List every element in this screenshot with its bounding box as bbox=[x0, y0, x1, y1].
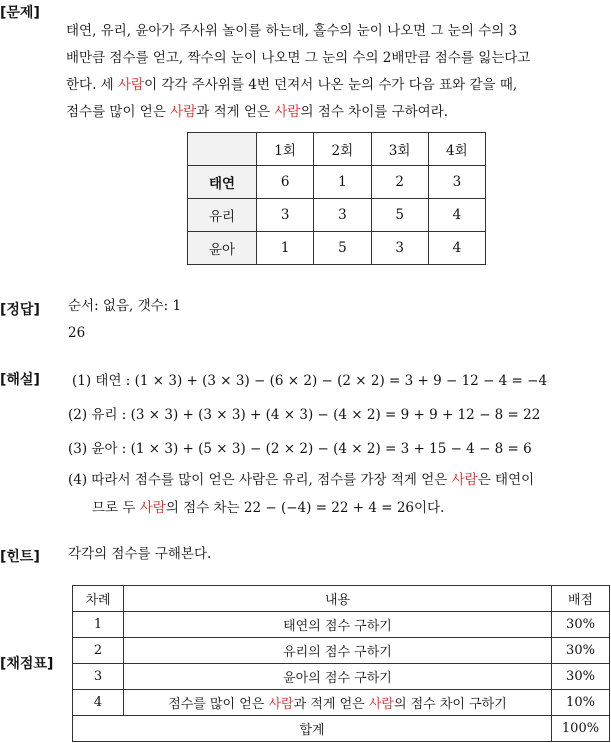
highlight-word: 사람 bbox=[368, 697, 394, 712]
table-row bbox=[188, 199, 486, 232]
table-header-cell: 2회 bbox=[314, 133, 371, 166]
table-header-cell: 배점 bbox=[552, 586, 610, 612]
rubric-label: [채점표] bbox=[0, 656, 54, 672]
total-label: 합계 bbox=[73, 716, 552, 742]
row-content: 점수를 많이 얻은 사람과 적게 얻은 사람의 점수 차이 구하기 bbox=[124, 690, 552, 716]
problem-label: [문제] bbox=[0, 5, 40, 21]
row-content: 유리의 점수 구하기 bbox=[124, 638, 552, 664]
problem-line: 한다. 세 사람이 각각 주사위를 4번 던져서 나온 눈의 수가 다음 표와 같을 때, bbox=[66, 77, 518, 93]
table-row bbox=[73, 664, 610, 690]
row-content: 태연의 점수 구하기 bbox=[124, 612, 552, 638]
row-number: 3 bbox=[73, 664, 124, 690]
table-cell: 3 bbox=[371, 232, 428, 265]
explanation-s1: (1) 태연 : (1 × 3) + (3 × 3) − (6 × 2) − (2 × 2) = 3 + 9 − 12 − 4 = −4 bbox=[72, 373, 548, 389]
table-cell: 2 bbox=[371, 166, 428, 199]
problem-line: 태연, 유리, 윤아가 주사위 놀이를 하는데, 홀수의 눈이 나오면 그 눈의 수의 3 bbox=[66, 23, 518, 39]
table-cell: 4 bbox=[428, 232, 485, 265]
table-cell: 1 bbox=[257, 232, 314, 265]
explanation-label: [해설] bbox=[0, 372, 40, 388]
answer-label: [정답] bbox=[0, 302, 40, 318]
highlight-word: 사람 bbox=[170, 104, 197, 120]
row-number: 2 bbox=[73, 638, 124, 664]
table-row bbox=[73, 638, 610, 664]
hint-text: 각각의 점수를 구해본다. bbox=[68, 546, 212, 562]
explanation-s2: (2) 유리 : (3 × 3) + (3 × 3) + (4 × 3) − (4 × 2) = 9 + 9 + 12 − 8 = 22 bbox=[68, 407, 541, 423]
row-name: 윤아 bbox=[188, 232, 257, 265]
table-header-cell: 1회 bbox=[257, 133, 314, 166]
rubric-table bbox=[72, 585, 610, 742]
explanation-s3: (3) 윤아 : (1 × 3) + (5 × 3) − (2 × 2) − (4 × 2) = 3 + 15 − 4 − 8 = 6 bbox=[68, 441, 532, 457]
table-header-cell: 3회 bbox=[371, 133, 428, 166]
table-cell: 3 bbox=[428, 166, 485, 199]
problem-line: 점수를 많이 얻은 사람과 적게 얻은 사람의 점수 차이를 구하여라. bbox=[66, 104, 449, 120]
hint-label: [힌트] bbox=[0, 549, 40, 565]
problem-text bbox=[66, 18, 530, 126]
table-cell: 5 bbox=[371, 199, 428, 232]
total-points: 100% bbox=[552, 716, 610, 742]
answer-line: 순서: 없음, 갯수: 1 bbox=[68, 298, 182, 314]
highlight-word: 사람 bbox=[451, 472, 478, 488]
row-points: 30% bbox=[552, 612, 610, 638]
row-number: 1 bbox=[73, 612, 124, 638]
highlight-word: 사람 bbox=[274, 104, 301, 120]
explanation-s4: (4) 따라서 점수를 많이 얻은 사람은 유리, 점수를 가장 적게 얻은 사람은 태연이 므로 두 사람의 점수 차는 22 − (−4) = 22 + 4 = 26이다. bbox=[68, 472, 535, 516]
table-header-row bbox=[73, 586, 610, 612]
table-header-row bbox=[188, 133, 486, 166]
table-header-cell: 차례 bbox=[73, 586, 124, 612]
row-points: 10% bbox=[552, 690, 610, 716]
row-number: 4 bbox=[73, 690, 124, 716]
table-row bbox=[73, 612, 610, 638]
highlight-word: 사람 bbox=[268, 697, 294, 712]
highlight-word: 사람 bbox=[118, 77, 145, 93]
table-header-cell: 4회 bbox=[428, 133, 485, 166]
score-table bbox=[187, 132, 486, 265]
answer-line: 26 bbox=[68, 325, 86, 341]
table-row bbox=[188, 166, 486, 199]
table-cell: 3 bbox=[257, 199, 314, 232]
row-points: 30% bbox=[552, 664, 610, 690]
table-row bbox=[73, 690, 610, 716]
table-cell: 3 bbox=[314, 199, 371, 232]
row-name: 태연 bbox=[188, 166, 257, 199]
highlight-word: 사람 bbox=[139, 500, 166, 516]
table-header-cell: 내용 bbox=[124, 586, 552, 612]
row-content: 윤아의 점수 구하기 bbox=[124, 664, 552, 690]
row-points: 30% bbox=[552, 638, 610, 664]
total-row bbox=[73, 716, 610, 742]
table-cell: 1 bbox=[314, 166, 371, 199]
answer-text bbox=[68, 293, 181, 347]
problem-line: 배만큼 점수를 얻고, 짝수의 눈이 나오면 그 눈의 수의 2배만큼 점수를 잃는다고 bbox=[66, 50, 531, 66]
table-cell: 4 bbox=[428, 199, 485, 232]
row-name: 유리 bbox=[188, 199, 257, 232]
table-row bbox=[188, 232, 486, 265]
table-cell: 6 bbox=[257, 166, 314, 199]
table-header-cell bbox=[188, 133, 257, 166]
table-cell: 5 bbox=[314, 232, 371, 265]
